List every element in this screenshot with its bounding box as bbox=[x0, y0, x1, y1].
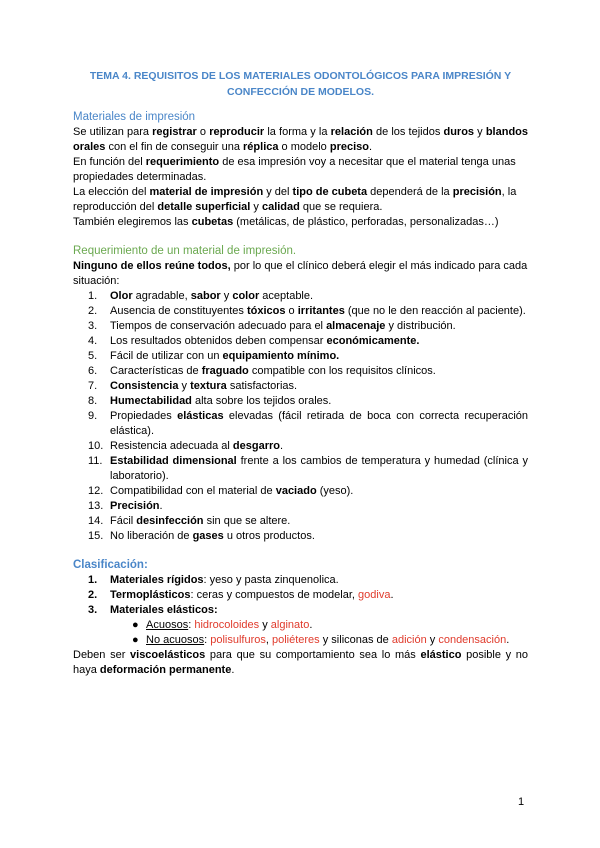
list-item: 10. Resistencia adecuada al desgarro. bbox=[88, 440, 284, 452]
paragraph: La elección del material de impresión y del tipo de cubeta dependerá de la precisión, la reproducción del detalle superficial y calidad que se requiera. bbox=[73, 186, 517, 213]
list-item: 2. Termoplásticos: ceras y compuestos de modelar, godiva. bbox=[88, 589, 394, 601]
paragraph: Deben ser viscoelásticos para que su comportamiento sea lo más elástico posible y no haya deformación permanente. bbox=[73, 649, 528, 676]
paragraph: Ninguno de ellos reúne todos, por lo que el clínico deberá elegir el más indicado para cada situación: bbox=[73, 260, 528, 287]
paragraph: En función del requerimiento de esa impresión voy a necesitar que el material tenga unas propiedades determinadas. bbox=[73, 156, 516, 183]
bullet-icon: ● bbox=[132, 634, 139, 646]
list-item: 8. Humectabilidad alta sobre los tejidos orales. bbox=[88, 395, 332, 407]
document-page bbox=[73, 68, 528, 678]
list-item: 5. Fácil de utilizar con un equipamiento mínimo. bbox=[88, 350, 340, 362]
section-heading-requerimiento: Requerimiento de un material de impresión. bbox=[73, 245, 297, 257]
list-item: 2. Ausencia de constituyentes tóxicos o irritantes (que no le den reacción al paciente). bbox=[88, 305, 526, 317]
bullet-icon: ● bbox=[132, 619, 139, 631]
requirements-list bbox=[73, 289, 528, 544]
list-item: 13. Precisión. bbox=[88, 500, 163, 512]
list-item: 3. Materiales elásticos: bbox=[88, 604, 218, 616]
list-item: 12. Compatibilidad con el material de vaciado (yeso). bbox=[88, 485, 354, 497]
bullet-item: ● Acuosos: hidrocoloides y alginato. bbox=[132, 619, 313, 631]
list-item: 3. Tiempos de conservación adecuado para el almacenaje y distribución. bbox=[88, 320, 456, 332]
classification-list bbox=[73, 573, 528, 618]
list-item: 6. Características de fraguado compatible con los requisitos clínicos. bbox=[88, 365, 436, 377]
list-item: 1. Olor agradable, sabor y color aceptable. bbox=[88, 290, 314, 302]
bullet-item: ● No acuosos: polisulfuros, poliéteres y siliconas de adición y condensación. bbox=[132, 634, 510, 646]
paragraph: También elegiremos las cubetas (metálicas, de plástico, perforadas, personalizadas…) bbox=[73, 216, 499, 228]
page-title: TEMA 4. REQUISITOS DE LOS MATERIALES ODONTOLÓGICOS PARA IMPRESIÓN Y CONFECCIÓN DE MODELOS. bbox=[89, 70, 512, 98]
list-item: 7. Consistencia y textura satisfactorias. bbox=[88, 380, 298, 392]
section-heading-clasificacion: Clasificación: bbox=[73, 559, 148, 571]
list-item: 14. Fácil desinfección sin que se altere. bbox=[88, 515, 291, 527]
list-item: 11. Estabilidad dimensional frente a los cambios de temperatura y humedad (clínica y laboratorio). bbox=[88, 455, 528, 482]
section-heading-materiales: Materiales de impresión bbox=[73, 111, 196, 123]
list-item: 9. Propiedades elásticas elevadas (fácil retirada de boca con correcta recuperación elástica). bbox=[88, 410, 528, 437]
page-number: 1 bbox=[518, 796, 525, 808]
list-item: 15. No liberación de gases u otros productos. bbox=[88, 530, 315, 542]
list-item: 4. Los resultados obtenidos deben compensar económicamente. bbox=[88, 335, 420, 347]
list-item: 1. Materiales rígidos: yeso y pasta zinquenolica. bbox=[88, 574, 339, 586]
paragraph: Se utilizan para registrar o reproducir la forma y la relación de los tejidos duros y blandos orales con el fin de conseguir una réplica o modelo preciso. bbox=[73, 126, 528, 153]
